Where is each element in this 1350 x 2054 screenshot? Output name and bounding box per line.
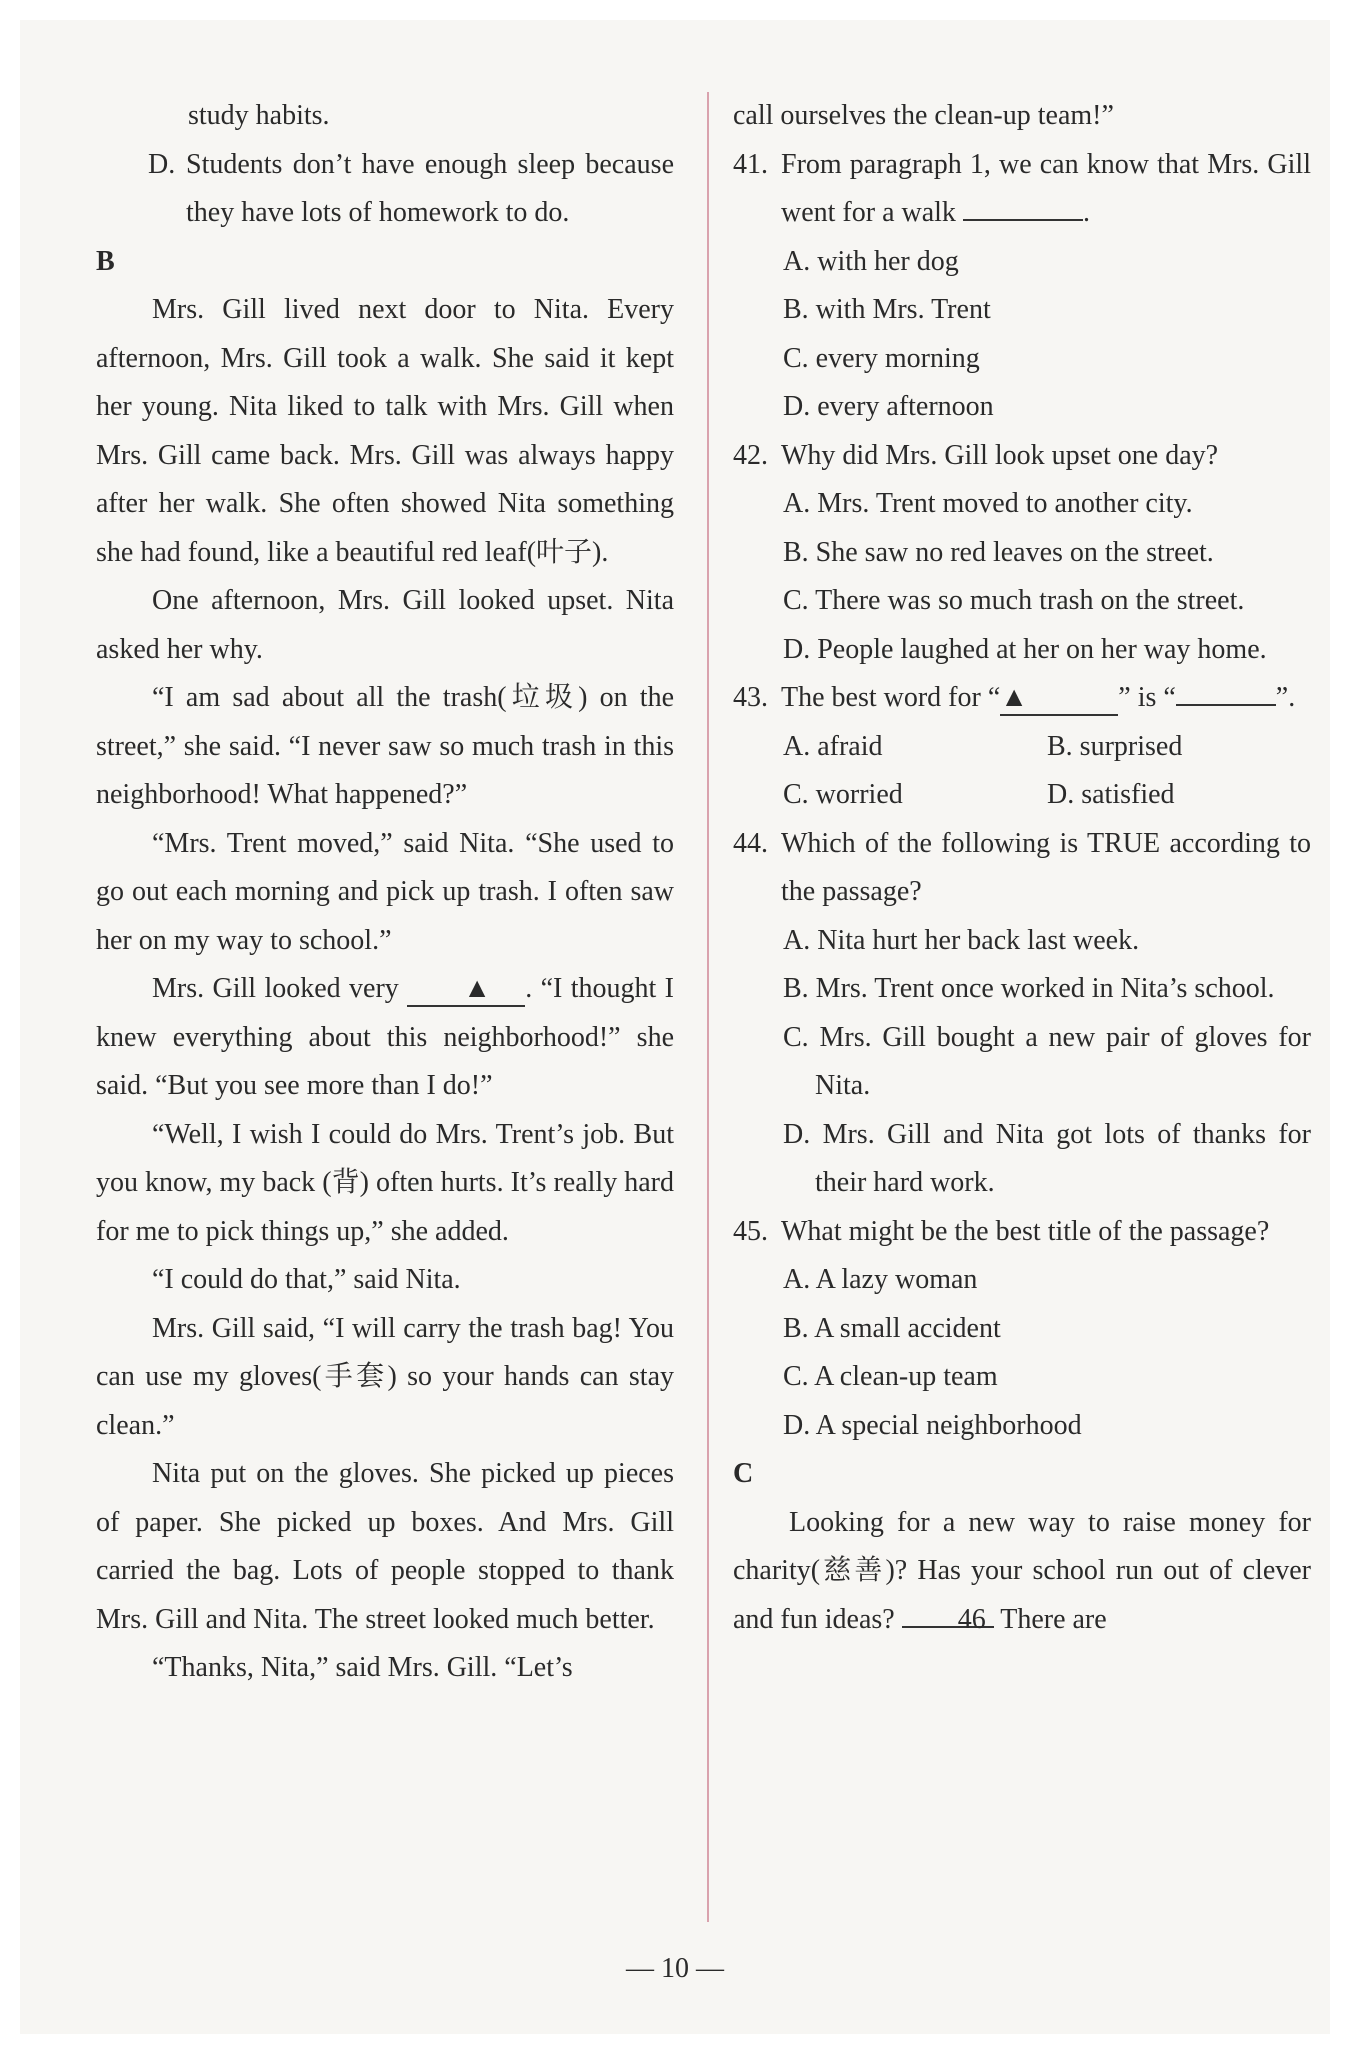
option-c: C. There was so much trash on the street. — [783, 585, 1245, 616]
question-43 — [733, 674, 1311, 723]
passage-b-paragraph-9: Nita put on the gloves. She picked up pieces of paper. She picked up boxes. And Mrs. Gill carried the bag. Lots of people stopped to thank Mrs. Gill and Nita. The street looked much better. — [96, 1458, 674, 1635]
question-number: 45. — [733, 1215, 768, 1247]
question-stem — [781, 141, 1311, 238]
passage-b-paragraph-7: “I could do that,” said Nita. — [152, 1264, 461, 1295]
option-d: D. every afternoon — [783, 391, 994, 422]
question-number: 44. — [733, 827, 768, 859]
option-d: D. Mrs. Gill and Nita got lots of thanks for their hard work. — [783, 1118, 1311, 1198]
passage-b-paragraph-1: Mrs. Gill lived next door to Nita. Every afternoon, Mrs. Gill took a walk. She said it kept her young. Nita liked to talk with Mrs. Gill when Mrs. Gill came back. Mrs. Gill was always happy after her walk. She often showed Nita something she had found, like a beautiful red leaf(叶子). — [96, 294, 674, 568]
question-stem: What might be the best title of the passage? — [781, 1215, 1270, 1247]
section-b-heading: B — [96, 245, 115, 277]
stem-text: From paragraph 1, we can know that Mrs. Gill went for a walk — [781, 148, 1311, 228]
section-c-heading: C — [733, 1458, 754, 1489]
option-b: B. A small accident — [783, 1312, 1001, 1344]
paragraph-5-end: . “I thought I knew everything about this neighborhood!” she said. “But you see more than I do!” — [96, 973, 675, 1101]
option-c: C. A clean-up team — [783, 1361, 998, 1392]
option-d-label: D. — [148, 148, 176, 180]
passage-b-paragraph-8: Mrs. Gill said, “I will carry the trash bag! You can use my gloves(手套) so your hands can stay clean.” — [96, 1312, 674, 1441]
stem-end: . — [1082, 197, 1090, 228]
option-a: A. A lazy woman — [783, 1264, 978, 1295]
question-45 — [733, 1208, 1311, 1257]
question-number: 41. — [733, 148, 768, 180]
option-d-text: Students don’t have enough sleep because they have lots of homework to do. — [186, 148, 674, 228]
option-c: C. worried — [783, 779, 903, 810]
question-stem: Which of the following is TRUE according to the passage? — [781, 827, 1311, 907]
option-b: B. Mrs. Trent once worked in Nita’s school. — [783, 973, 1275, 1004]
option-a: A. afraid — [783, 730, 883, 762]
stem-end: ”. — [1275, 682, 1296, 713]
option-d: D. People laughed at her on her way home. — [783, 633, 1267, 665]
passage-b-paragraph-4: “Mrs. Trent moved,” said Nita. “She used to go out each morning and pick up trash. I often saw her on my way to school.” — [96, 827, 674, 956]
option-a: A. with her dog — [783, 245, 959, 277]
answer-blank — [963, 189, 1083, 221]
option-a: A. Nita hurt her back last week. — [783, 924, 1140, 956]
left-column — [96, 92, 674, 1693]
option-c: C. every morning — [783, 342, 980, 374]
answer-blank-46: 46 — [902, 1596, 994, 1628]
column-divider — [707, 92, 709, 1922]
option-d: D. satisfied — [1047, 779, 1175, 810]
page-number: — 10 — — [626, 1953, 724, 1984]
question-number: 42. — [733, 439, 768, 471]
paragraph-text: Looking for a new way to raise money for charity(慈善)? Has your school run out of clever and fun ideas? — [733, 1506, 1311, 1635]
question-stem — [781, 674, 1311, 723]
answer-blank — [1176, 674, 1276, 706]
question-41 — [733, 141, 1311, 238]
paragraph-end: There are — [1000, 1603, 1107, 1635]
stem-text: The best word for “ — [781, 682, 1001, 713]
blank-triangle-marker: ▲ — [1000, 682, 1118, 716]
blank-triangle-marker: ▲ — [407, 973, 525, 1007]
passage-b-paragraph-2: One afternoon, Mrs. Gill looked upset. Nita asked her why. — [96, 585, 674, 665]
option-b: B. with Mrs. Trent — [783, 294, 991, 325]
option-c-continuation: study habits. — [188, 100, 330, 131]
question-stem: Why did Mrs. Gill look upset one day? — [781, 439, 1219, 471]
passage-b-paragraph-10: “Thanks, Nita,” said Mrs. Gill. “Let’s — [152, 1652, 573, 1683]
option-d — [96, 141, 674, 238]
passage-c-paragraph-1 — [733, 1499, 1311, 1645]
passage-b-paragraph-3: “I am sad about all the trash(垃圾) on the street,” she said. “I never saw so much trash in this neighborhood! What happened?” — [96, 682, 674, 810]
paragraph-5-start: Mrs. Gill looked very — [152, 973, 399, 1004]
option-b: B. surprised — [1047, 730, 1183, 762]
question-42 — [733, 432, 1311, 481]
passage-b-continuation: call ourselves the clean-up team!” — [733, 100, 1114, 131]
option-a: A. Mrs. Trent moved to another city. — [783, 488, 1193, 519]
option-d: D. A special neighborhood — [783, 1409, 1082, 1441]
stem-middle: ” is “ — [1118, 682, 1176, 713]
passage-b-paragraph-6: “Well, I wish I could do Mrs. Trent’s job. But you know, my back (背) often hurts. It’s really hard for me to pick things up,” she added. — [96, 1118, 674, 1247]
right-column — [733, 92, 1311, 1644]
options-grid — [733, 723, 1311, 820]
passage-b-paragraph-5 — [96, 965, 674, 1111]
option-b: B. She saw no red leaves on the street. — [783, 536, 1214, 568]
question-number: 43. — [733, 682, 768, 713]
option-c: C. Mrs. Gill bought a new pair of gloves for Nita. — [783, 1021, 1311, 1101]
question-44 — [733, 820, 1311, 917]
